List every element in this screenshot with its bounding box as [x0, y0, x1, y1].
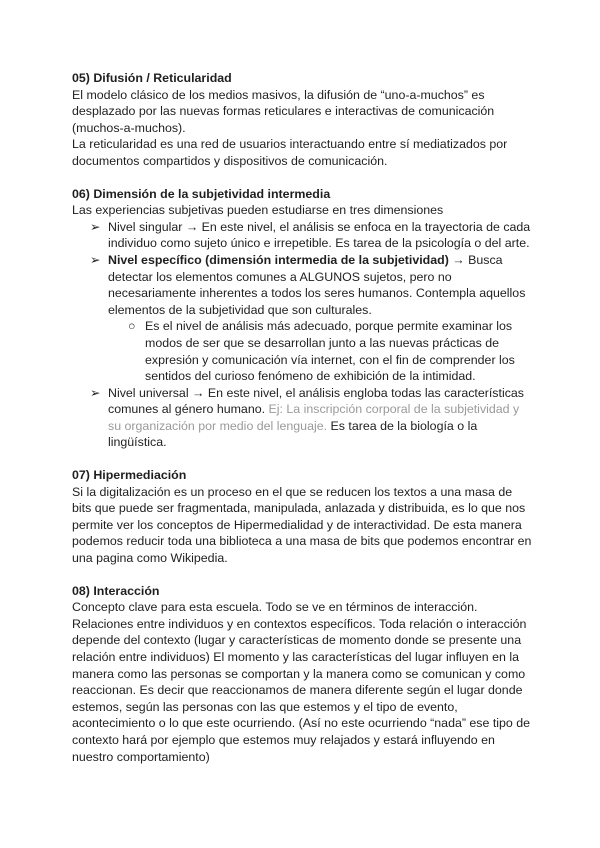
section-08: [72, 583, 532, 766]
bullet-nivel-singular: [72, 219, 532, 252]
circle-bullet-icon: ○: [128, 319, 136, 334]
bullet-text-end: Es tarea de la biología o la lingüística.: [108, 418, 478, 450]
example-text: Ej: La inscripción corporal de la subjetividad y su organización por medio del lenguaje.: [108, 402, 520, 433]
section-07-paragraph: Si la digitalización es un proceso en el que se reducen los textos a una masa de bits que puede ser fragmentada, manipulada, anlazada y distribuida, es lo que nos permite ver los conceptos de Hipermedialidad y de interactividad. De esta manera podemos reducir toda una biblioteca a una masa de bits que podemos encontrar en una pagina como Wikipedia.: [72, 484, 532, 566]
subbullet-nivel-adecuado: [72, 318, 532, 384]
section-06: [72, 186, 532, 452]
bullet-text: Nivel universal → En este nivel, el análisis engloba todas las características comunes al género humano.: [108, 385, 524, 417]
section-06-intro: Las experiencias subjetivas pueden estudiarse en tres dimensiones: [72, 203, 444, 218]
subbullet-text: Es el nivel de análisis más adecuado, porque permite examinar los modos de ser que se desarrollan junto a las nuevas prácticas de expresión y comunicación vía internet, con el fin de comprender los sentidos del curioso fenómeno de exhibición de la intimidad.: [145, 319, 515, 384]
section-05-paragraph-2: La reticularidad es una red de usuarios interactuando entre sí mediatizados por documentos compartidos y dispositivos de comunicación.: [72, 137, 508, 168]
section-07-title: 07) Hipermediación: [72, 468, 187, 483]
arrow-bullet-icon: ➢: [90, 219, 101, 234]
bullet-nivel-especifico: [72, 252, 532, 318]
section-05-title: 05) Difusión / Reticularidad: [72, 71, 232, 85]
arrow-bullet-icon: ➢: [90, 252, 101, 267]
arrow-bullet-icon: ➢: [90, 385, 101, 400]
bullet-nivel-universal: [72, 385, 532, 451]
document-page: [72, 70, 532, 765]
bullet-text: → Busca detectar los elementos comunes a ALGUNOS sujetos, pero no necesariamente inherentes a todos los seres humanos. Contempla aquellos elementos de la subjetividad que son culturales.: [108, 252, 526, 317]
bullet-text: Nivel singular → En este nivel, el análisis se enfoca en la trayectoria de cada individuo como sujeto único e irrepetible. Es tarea de la psicología o del arte.: [108, 219, 531, 251]
section-06-title: 06) Dimensión de la subjetividad intermedia: [72, 186, 331, 201]
bullet-bold-text: Nivel específico (dimensión intermedia de la subjetividad): [108, 252, 449, 267]
section-05-paragraph-1: El modelo clásico de los medios masivos, la difusión de “uno-a-muchos” es desplazado por las nuevas formas reticulares e interactivas de comunicación (muchos-a-muchos).: [72, 87, 495, 135]
section-08-title: 08) Interacción: [72, 583, 160, 598]
section-05: [72, 70, 532, 170]
section-08-paragraph: Concepto clave para esta escuela. Todo se ve en términos de interacción. Relaciones entre individuos y en contextos específicos. Toda relación o interacción depende del contexto (lugar y características de momento donde se presente una relación entre individuos) El momento y las características del lugar influyen en la manera como las personas se comportan y la manera como se comunican y como reaccionan. Es decir que reaccionamos de manera diferente según el lugar donde estemos, según las personas con las que estemos y el tipo de evento, acontecimiento o lo que este ocurriendo. (Así no este ocurriendo “nada” ese tipo de contexto hará por ejemplo que estemos muy relajados y estará influyendo en nuestro comportamiento): [72, 600, 531, 764]
section-07: [72, 467, 532, 567]
